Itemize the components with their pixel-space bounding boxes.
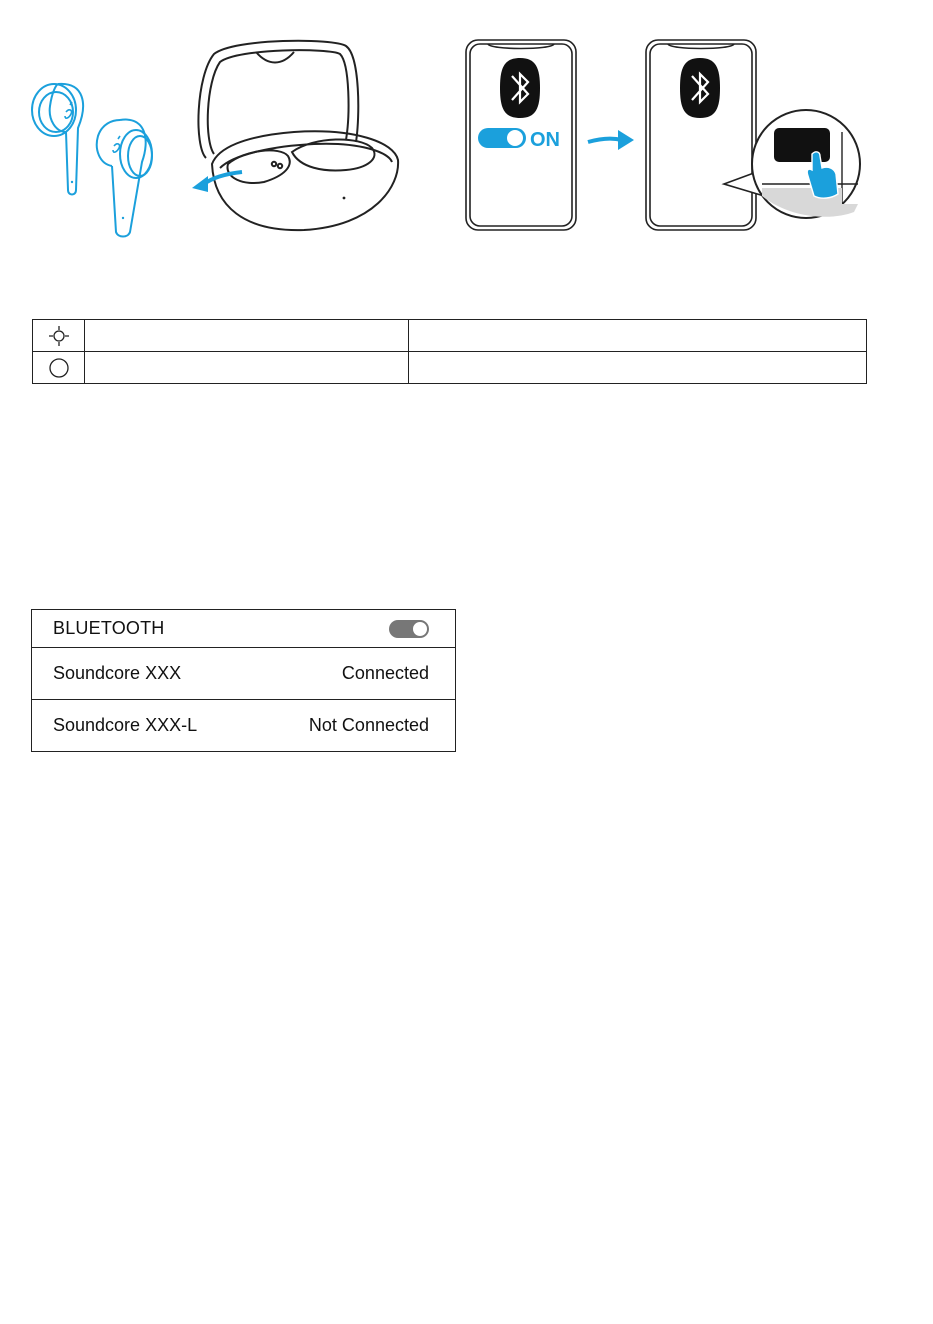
- charging-case-icon: [184, 36, 406, 236]
- steady-light-icon: [48, 357, 70, 379]
- led-meaning-cell: [409, 352, 867, 384]
- earbuds-illustration: [26, 72, 161, 242]
- toggle-switch-icon: [478, 128, 526, 148]
- led-icon-cell: [33, 320, 85, 352]
- bluetooth-toggle[interactable]: [389, 620, 429, 638]
- led-state-cell: [85, 352, 409, 384]
- bluetooth-icon: [680, 58, 720, 118]
- device-status: Connected: [341, 663, 429, 683]
- bluetooth-title: BLUETOOTH: [53, 618, 165, 638]
- magnifier-callout: [724, 110, 860, 218]
- arrow-right-icon: [588, 139, 622, 142]
- bluetooth-header: [32, 610, 455, 648]
- device-name: Soundcore XXX-L: [53, 715, 198, 735]
- toggle-knob: [412, 621, 428, 637]
- blinking-light-icon: [48, 325, 70, 347]
- device-status: Not Connected: [308, 715, 429, 735]
- toggle-on-label: ON: [530, 129, 560, 151]
- table-row: [33, 320, 867, 352]
- earbuds-icon: [26, 72, 161, 242]
- device-row-soundcore-l[interactable]: [32, 700, 455, 751]
- led-state-cell: [85, 320, 409, 352]
- device-name: Soundcore XXX: [53, 663, 182, 683]
- table-row: [33, 352, 867, 384]
- led-meaning-cell: [409, 320, 867, 352]
- phones-illustration: [462, 36, 862, 232]
- bluetooth-settings-panel: [31, 609, 456, 752]
- bluetooth-icon: [500, 58, 540, 118]
- led-icon-cell: [33, 352, 85, 384]
- charging-case-illustration: [184, 36, 406, 236]
- device-row-soundcore[interactable]: [32, 648, 455, 700]
- led-indicator-table: [32, 319, 867, 384]
